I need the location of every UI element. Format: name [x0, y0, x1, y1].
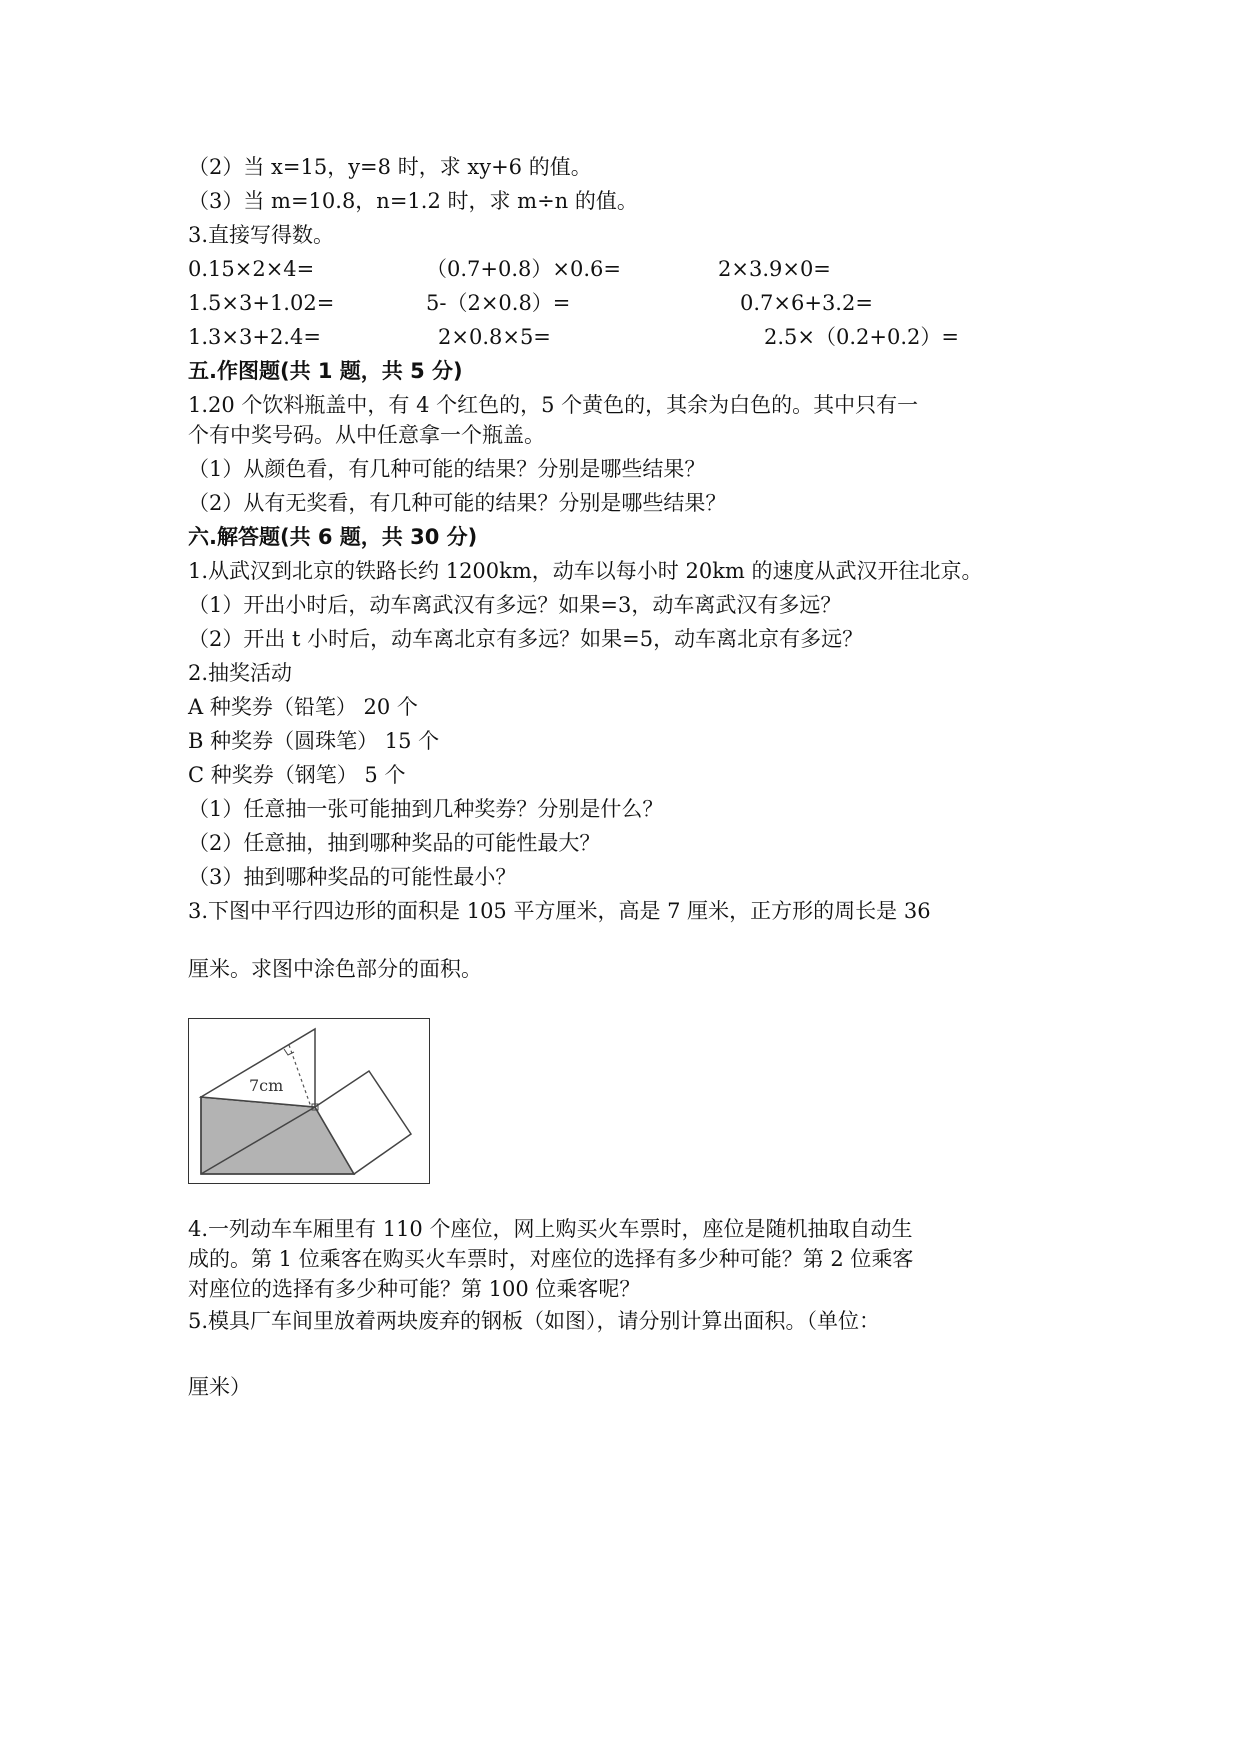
question-line: 5.模具厂车间里放着两块废弃的钢板（如图），请分别计算出面积。（单位： [188, 1309, 881, 1333]
calc-item: （0.7+0.8）×0.6= [426, 257, 621, 281]
question-line: （3）当 m=10.8，n=1.2 时，求 m÷n 的值。 [188, 189, 638, 213]
calc-item: 2×3.9×0= [718, 257, 831, 281]
question-line: （1）从颜色看，有几种可能的结果？分别是哪些结果？ [188, 457, 706, 481]
question-title: 3.直接写得数。 [188, 223, 335, 247]
calc-item: 2.5×（0.2+0.2）= [764, 325, 959, 349]
calc-item: 0.15×2×4= [188, 257, 315, 281]
upper-triangle [201, 1029, 315, 1107]
question-line: （2）当 x=15，y=8 时，求 xy+6 的值。 [188, 155, 592, 179]
question-line: （1）任意抽一张可能抽到几种奖券？分别是什么？ [188, 797, 664, 821]
prize-item: C 种奖券（钢笔） 5 个 [188, 763, 406, 787]
calc-item: 1.5×3+1.02= [188, 291, 335, 315]
geometry-figure [188, 1018, 430, 1184]
section-heading: 五.作图题(共 1 题，共 5 分) [188, 359, 463, 383]
calc-item: 2×0.8×5= [438, 325, 551, 349]
question-line: 3.下图中平行四边形的面积是 105 平方厘米，高是 7 厘米，正方形的周长是 36 [188, 899, 931, 923]
question-line: 厘米） [188, 1375, 251, 1399]
question-line: 对座位的选择有多少种可能？第 100 位乘客呢？ [188, 1277, 641, 1301]
calc-row [188, 322, 1088, 352]
parallelogram-square-diagram [189, 1019, 429, 1183]
question-line: （1）开出小时后，动车离武汉有多远？如果=3，动车离武汉有多远？ [188, 593, 842, 617]
question-line: （3）抽到哪种奖品的可能性最小？ [188, 865, 517, 889]
calc-row [188, 254, 1088, 284]
question-line: 4.一列动车车厢里有 110 个座位，网上购买火车票时，座位是随机抽取自动生 [188, 1217, 913, 1241]
prize-item: B 种奖券（圆珠笔） 15 个 [188, 729, 440, 753]
calc-item: 5-（2×0.8）= [426, 291, 571, 315]
calc-item: 0.7×6+3.2= [740, 291, 873, 315]
question-line: 1.从武汉到北京的铁路长约 1200km，动车以每小时 20km 的速度从武汉开往北京。 [188, 559, 983, 583]
question-line: 1.20 个饮料瓶盖中，有 4 个红色的，5 个黄色的，其余为白色的。其中只有一 [188, 393, 919, 417]
height-label: 7cm [249, 1076, 284, 1095]
question-line: 成的。第 1 位乘客在购买火车票时，对座位的选择有多少种可能？第 2 位乘客 [188, 1247, 914, 1271]
section-heading: 六.解答题(共 6 题，共 30 分) [188, 525, 478, 549]
question-line: （2）任意抽，抽到哪种奖品的可能性最大？ [188, 831, 601, 855]
calc-row [188, 288, 1088, 318]
question-line: 厘米。求图中涂色部分的面积。 [188, 957, 482, 981]
calc-item: 1.3×3+2.4= [188, 325, 321, 349]
question-line: （2）从有无奖看，有几种可能的结果？分别是哪些结果？ [188, 491, 727, 515]
question-line: （2）开出 t 小时后，动车离北京有多远？如果=5，动车离北京有多远？ [188, 627, 864, 651]
question-title: 2.抽奖活动 [188, 661, 293, 685]
question-line: 个有中奖号码。从中任意拿一个瓶盖。 [188, 423, 545, 447]
prize-item: A 种奖券（铅笔） 20 个 [188, 695, 418, 719]
